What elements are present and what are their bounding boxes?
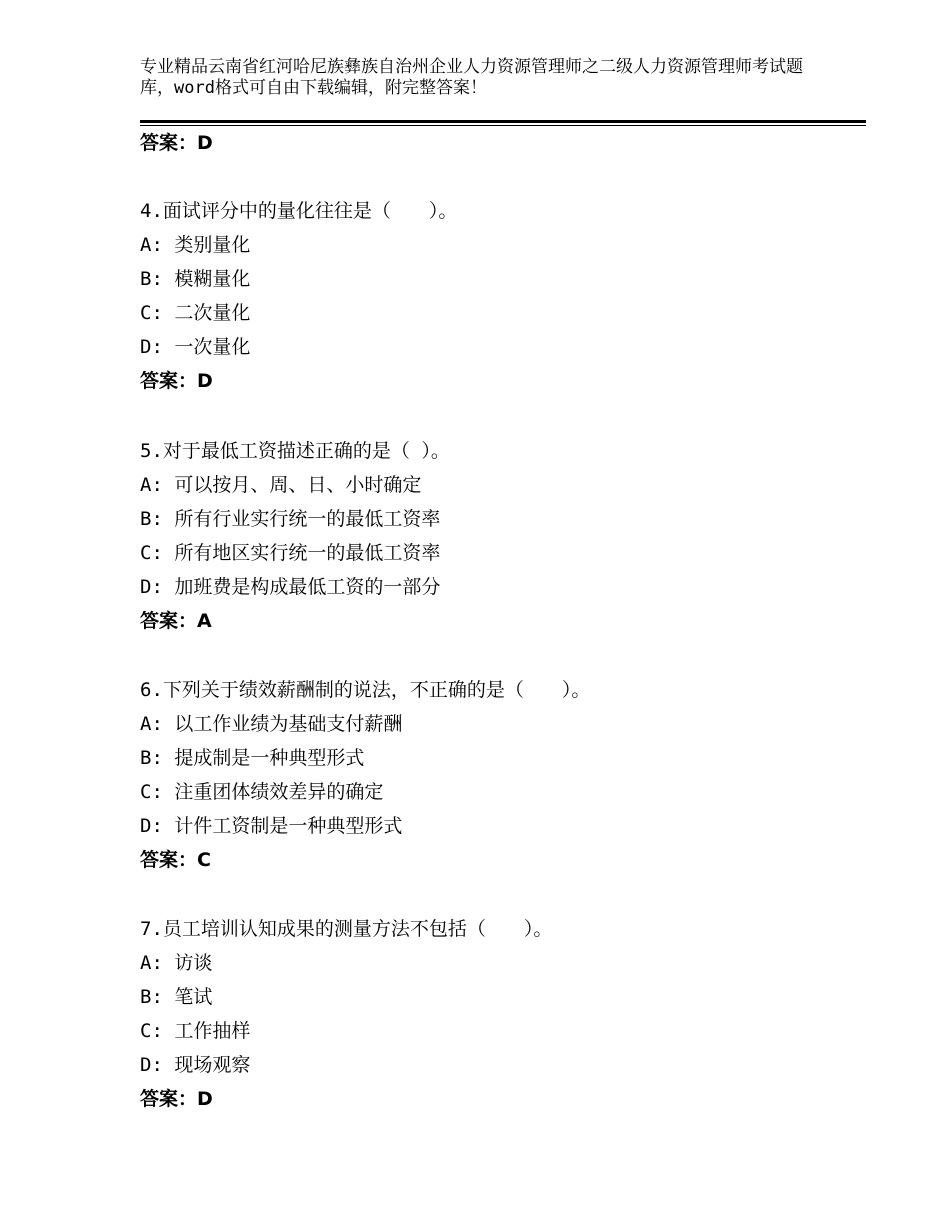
option-c: C: 工作抽样 bbox=[140, 1020, 251, 1042]
previous-answer: 答案：D bbox=[140, 132, 213, 154]
option-c: C: 注重团体绩效差异的确定 bbox=[140, 781, 384, 803]
question-stem: 6.下列关于绩效薪酬制的说法，不正确的是（ ）。 bbox=[140, 679, 591, 701]
option-d: D: 加班费是构成最低工资的一部分 bbox=[140, 576, 441, 598]
question-5 bbox=[140, 439, 860, 633]
question-answer: 答案：A bbox=[140, 610, 212, 632]
question-4 bbox=[140, 199, 860, 393]
option-d: D: 一次量化 bbox=[140, 336, 251, 358]
option-a: A: 可以按月、周、日、小时确定 bbox=[140, 474, 422, 496]
header-divider-thin bbox=[140, 125, 866, 126]
option-a: A: 访谈 bbox=[140, 952, 213, 974]
option-d: D: 计件工资制是一种典型形式 bbox=[140, 815, 403, 837]
question-stem: 4.面试评分中的量化往往是（ ）。 bbox=[140, 200, 458, 222]
option-b: B: 提成制是一种典型形式 bbox=[140, 747, 365, 769]
question-7 bbox=[140, 917, 860, 1111]
header-divider bbox=[140, 120, 866, 123]
option-a: A: 以工作业绩为基础支付薪酬 bbox=[140, 713, 403, 735]
question-answer: 答案：D bbox=[140, 1088, 213, 1110]
option-b: B: 模糊量化 bbox=[140, 268, 251, 290]
question-answer: 答案：C bbox=[140, 849, 211, 871]
option-c: C: 二次量化 bbox=[140, 302, 251, 324]
option-b: B: 所有行业实行统一的最低工资率 bbox=[140, 508, 441, 530]
question-stem: 7.员工培训认知成果的测量方法不包括（ ）。 bbox=[140, 918, 553, 940]
document-header bbox=[140, 57, 830, 99]
option-a: A: 类别量化 bbox=[140, 234, 251, 256]
option-d: D: 现场观察 bbox=[140, 1054, 251, 1076]
option-b: B: 笔试 bbox=[140, 986, 213, 1008]
question-stem: 5.对于最低工资描述正确的是（ ）。 bbox=[140, 440, 450, 462]
question-answer: 答案：D bbox=[140, 370, 213, 392]
document-title: 专业精品云南省红河哈尼族彝族自治州企业人力资源管理师之二级人力资源管理师考试题库，word格式可自由下载编辑，附完整答案！ bbox=[140, 57, 803, 98]
question-6 bbox=[140, 678, 860, 872]
option-c: C: 所有地区实行统一的最低工资率 bbox=[140, 542, 441, 564]
